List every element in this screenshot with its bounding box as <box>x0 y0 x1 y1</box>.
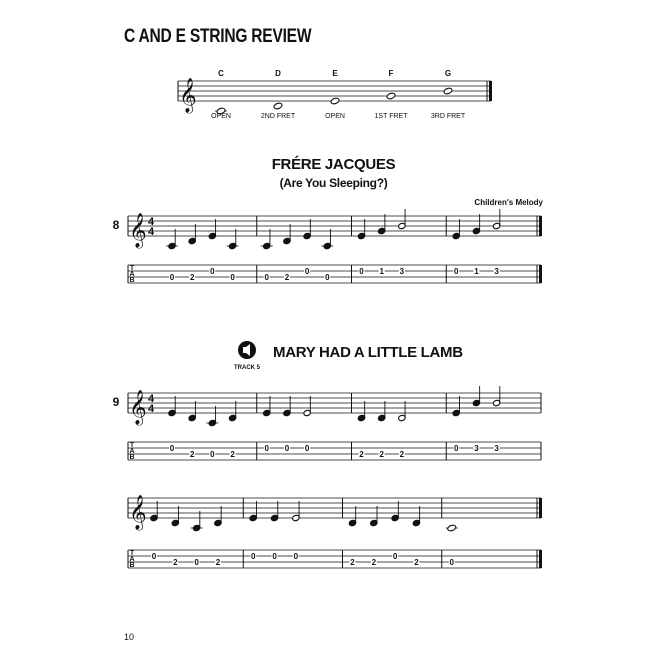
review-notation <box>178 69 492 120</box>
treble-clef-icon: 𝄞 <box>129 496 147 529</box>
exercise-number: 9 <box>112 395 120 409</box>
tab-number: 0 <box>210 267 215 276</box>
tab-number: 0 <box>169 273 175 282</box>
tab-number: 3 <box>474 444 479 453</box>
tab-number: 0 <box>264 444 269 453</box>
note-name: E <box>332 69 338 78</box>
tab-number: 0 <box>325 273 330 282</box>
treble-clef-icon: 𝄞 <box>129 214 147 247</box>
fret-position: OPEN <box>211 113 231 120</box>
note-head <box>273 102 283 110</box>
fret-position: 1ST FRET <box>374 113 408 120</box>
tab-number: 2 <box>371 558 377 567</box>
note-name: F <box>388 69 394 78</box>
tab-number: 2 <box>173 558 178 567</box>
tab-number: 2 <box>359 450 364 459</box>
tab-number: 0 <box>272 552 277 561</box>
tab-number: 1 <box>379 267 384 276</box>
tab-number: 0 <box>194 558 199 567</box>
treble-clef-icon: 𝄞 <box>179 79 197 112</box>
tab-number: 2 <box>399 450 405 459</box>
speaker-play-icon[interactable] <box>238 341 256 359</box>
song-subtitle: (Are You Sleeping?) <box>279 176 388 190</box>
tab-number: 0 <box>230 273 235 282</box>
song-2-notation <box>113 386 542 569</box>
tab-number: 0 <box>392 552 398 561</box>
tab-number: 0 <box>284 444 290 453</box>
tab-number: 0 <box>293 552 299 561</box>
note-head <box>330 97 340 105</box>
tab-number: 0 <box>454 444 459 453</box>
treble-clef-icon: 𝄞 <box>129 391 147 424</box>
tab-number: 2 <box>189 450 195 459</box>
tab-number: 2 <box>379 450 384 459</box>
tab-label: T <box>129 265 135 272</box>
final-barline <box>539 265 542 283</box>
final-barline <box>489 81 492 101</box>
tab-number: 0 <box>264 273 269 282</box>
tab-number: 3 <box>494 267 499 276</box>
tab-number: 2 <box>230 450 235 459</box>
tab-number: 0 <box>304 267 310 276</box>
tab-label: A <box>129 448 135 455</box>
tab-label: B <box>129 277 135 284</box>
composer-credit: Children's Melody <box>474 198 543 207</box>
note-name: D <box>275 69 281 78</box>
tab-label: A <box>129 271 135 278</box>
time-signature-top: 4 <box>147 393 155 405</box>
song-title: MARY HAD A LITTLE LAMB <box>273 344 463 361</box>
note-head <box>447 524 457 532</box>
tab-number: 0 <box>151 552 157 561</box>
note-name: C <box>218 69 224 78</box>
final-barline <box>539 498 542 518</box>
tab-number: 0 <box>359 267 364 276</box>
final-barline <box>539 550 542 568</box>
tab-number: 0 <box>454 267 459 276</box>
tab-number: 0 <box>169 444 175 453</box>
note-head <box>443 87 453 95</box>
fret-position: 2ND FRET <box>260 113 296 120</box>
tab-number: 3 <box>494 444 499 453</box>
tab-number: 2 <box>414 558 419 567</box>
tab-number: 3 <box>399 267 405 276</box>
tab-number: 0 <box>449 558 454 567</box>
time-signature-top: 4 <box>147 216 155 228</box>
song-title: FRÉRE JACQUES <box>271 156 396 173</box>
tab-number: 2 <box>215 558 221 567</box>
song-1-notation <box>113 209 542 284</box>
tab-number: 2 <box>284 273 290 282</box>
exercise-number: 8 <box>112 218 120 232</box>
track-label: TRACK 5 <box>234 365 261 371</box>
page-number: 10 <box>124 632 135 642</box>
page-title: C AND E STRING REVIEW <box>124 26 312 47</box>
time-signature-bottom: 4 <box>147 403 155 415</box>
tab-number: 0 <box>251 552 256 561</box>
fret-position: OPEN <box>325 113 345 120</box>
tab-label: T <box>129 550 135 557</box>
fret-position: 3RD FRET <box>430 113 466 120</box>
tab-label: T <box>129 442 135 449</box>
note-name: G <box>444 69 452 78</box>
time-signature-bottom: 4 <box>147 226 155 238</box>
tab-label: A <box>129 556 135 563</box>
tab-number: 2 <box>350 558 355 567</box>
tab-number: 0 <box>210 450 215 459</box>
tab-label: B <box>129 562 135 569</box>
tab-number: 1 <box>474 267 479 276</box>
tab-number: 2 <box>189 273 195 282</box>
tab-number: 0 <box>304 444 310 453</box>
final-barline <box>539 216 542 236</box>
note-head <box>386 92 396 100</box>
tab-label: B <box>129 454 135 461</box>
